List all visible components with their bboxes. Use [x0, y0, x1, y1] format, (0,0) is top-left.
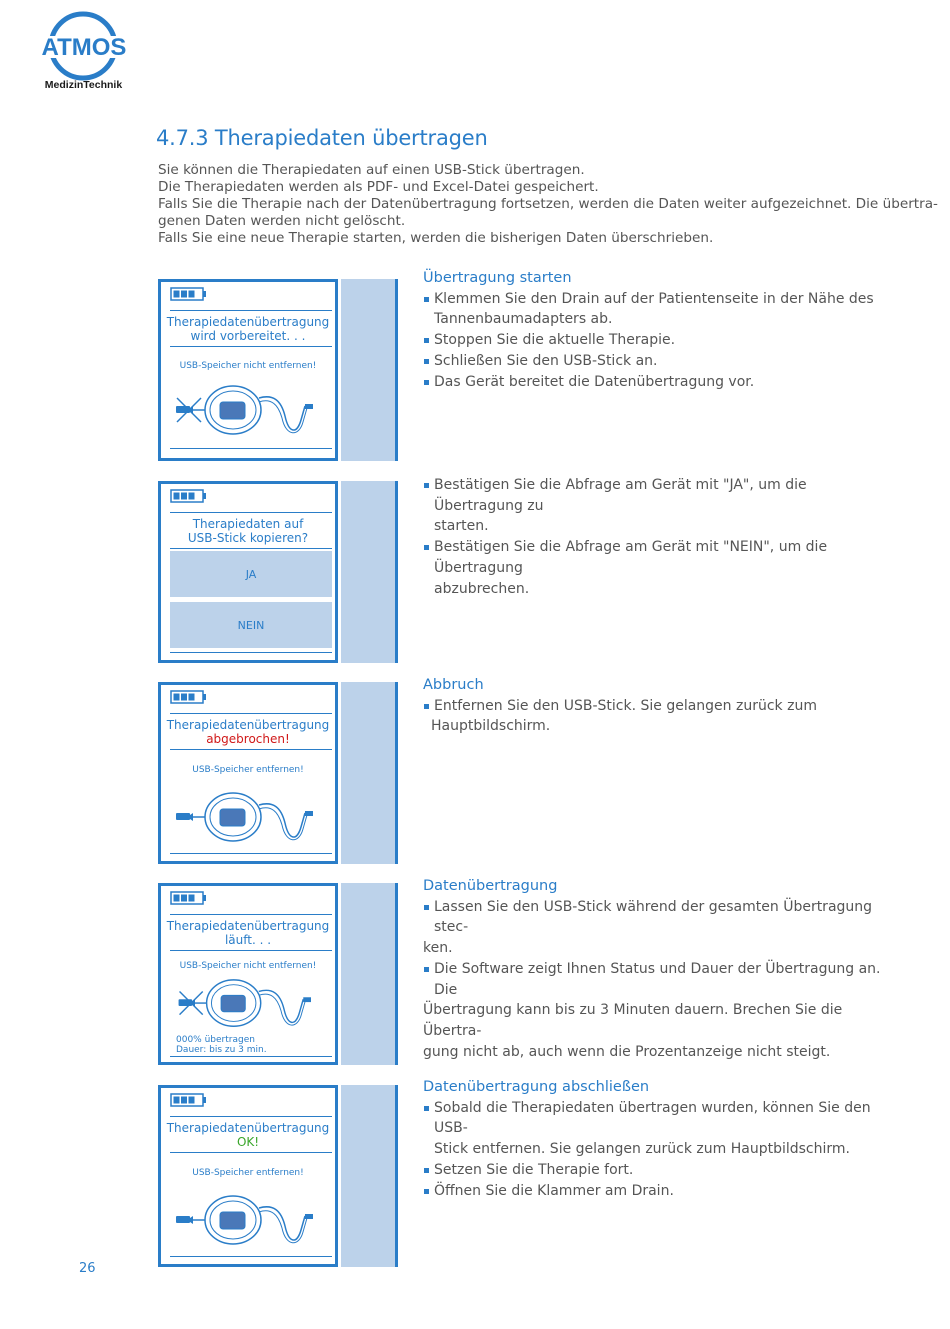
usb-device-illustration [173, 382, 333, 442]
usb-device-illustration [173, 1192, 333, 1252]
section-heading-finish: Datenübertragung abschließen [423, 1079, 650, 1095]
bullet-item: Bestätigen Sie die Abfrage am Gerät mit "NEIN", um die Übertragung [423, 537, 893, 578]
screen-frame [158, 279, 338, 461]
screen-sidebar [341, 883, 395, 1065]
screen-title-line2: wird vorbereitet. . . [190, 329, 306, 343]
intro-line: Die Therapiedaten werden als PDF- und Excel-Datei gespeichert. [158, 179, 599, 195]
page-number: 26 [79, 1261, 96, 1276]
screen-title-line2: läuft. . . [224, 933, 272, 947]
device-screen-preparing [158, 279, 398, 461]
screen-title-line1: Therapiedatenübertragung [166, 919, 330, 933]
bullet-continuation: Tannenbaumadapters ab. [434, 311, 613, 328]
screen-title-line1: Therapiedaten auf [192, 517, 304, 531]
duration-text: Dauer: bis zu 3 min. [176, 1045, 267, 1055]
section-start [423, 268, 893, 392]
bullet-item: Lassen Sie den USB-Stick während der gesamten Übertragung stec- [423, 897, 893, 938]
section-heading-start: Übertragung starten [423, 270, 572, 286]
device-screen-aborted [158, 682, 398, 864]
logo-text: ATMOS [41, 34, 127, 61]
intro-paragraph [158, 162, 938, 247]
screen-title-line1: Therapiedatenübertragung [166, 315, 330, 329]
screen-title-line2: abgebrochen! [206, 732, 290, 746]
bullet-continuation: ken. [423, 940, 453, 957]
section-confirm [423, 475, 893, 599]
intro-line: genen Daten werden nicht gelöscht. [158, 213, 406, 229]
bullet-item: Stoppen Sie die aktuelle Therapie. [423, 330, 893, 351]
battery-icon [170, 891, 208, 905]
screen-title-line2: OK! [236, 1135, 260, 1149]
bullet-item: Entfernen Sie den USB-Stick. Sie gelangen zurück zum [423, 696, 893, 717]
screen-frame [158, 1085, 338, 1267]
bullet-continuation: Übertragung kann bis zu 3 Minuten dauern. Brechen Sie die Übertra- [423, 1002, 843, 1039]
no-button[interactable]: NEIN [170, 602, 332, 648]
bullet-item: Setzen Sie die Therapie fort. [423, 1160, 893, 1181]
screen-title-line1: Therapiedatenübertragung [166, 718, 330, 732]
bullet-continuation: gung nicht ab, auch wenn die Prozentanzeige nicht steigt. [423, 1043, 831, 1060]
screen-sidebar [341, 682, 395, 864]
bullet-continuation: abzubrechen. [434, 580, 530, 597]
bullet-continuation: starten. [434, 518, 489, 535]
bullet-item: Öffnen Sie die Klammer am Drain. [423, 1181, 893, 1202]
battery-icon [170, 287, 208, 301]
logo-subtitle: MedizinTechnik [44, 79, 123, 91]
device-screen-ok [158, 1085, 398, 1267]
battery-icon [170, 690, 208, 704]
bullet-item: Das Gerät bereitet die Datenübertragung vor. [423, 372, 893, 393]
screen-note: USB-Speicher entfernen! [192, 1168, 304, 1178]
section-heading-abort: Abbruch [423, 677, 484, 693]
screen-note: USB-Speicher nicht entfernen! [179, 961, 317, 971]
screen-frame [158, 883, 338, 1065]
bullet-item: Sobald die Therapiedaten übertragen wurden, können Sie den USB- [423, 1098, 893, 1139]
yes-button[interactable]: JA [170, 551, 332, 597]
section-transfer [423, 876, 893, 1062]
usb-device-illustration [173, 976, 333, 1034]
section-heading-transfer: Datenübertragung [423, 878, 558, 894]
intro-line: Falls Sie eine neue Therapie starten, werden die bisherigen Daten überschrieben. [158, 230, 714, 246]
screen-frame [158, 682, 338, 864]
section-abort [423, 675, 893, 737]
battery-icon [170, 489, 208, 503]
screen-title-line2: USB-Stick kopieren? [187, 531, 309, 545]
section-finish [423, 1077, 893, 1201]
screen-title-line1: Therapiedatenübertragung [166, 1121, 330, 1135]
bullet-item: Die Software zeigt Ihnen Status und Dauer der Übertragung an. Die [423, 959, 893, 1000]
bullet-item: Bestätigen Sie die Abfrage am Gerät mit "JA", um die Übertragung zu [423, 475, 893, 516]
device-screen-transferring [158, 883, 398, 1065]
screen-sidebar [341, 481, 395, 663]
screen-note: USB-Speicher entfernen! [192, 765, 304, 775]
intro-line: Falls Sie die Therapie nach der Datenübertragung fortsetzen, werden die Daten weiter aufgezeichnet. Die übertra- [158, 196, 938, 212]
intro-line: Sie können die Therapiedaten auf einen USB-Stick übertragen. [158, 162, 585, 178]
section-heading: 4.7.3 Therapiedaten übertragen [156, 126, 488, 150]
battery-icon [170, 1093, 208, 1107]
screen-note: USB-Speicher nicht entfernen! [179, 361, 317, 371]
bullet-item: Schließen Sie den USB-Stick an. [423, 351, 893, 372]
bullet-continuation: Stick entfernen. Sie gelangen zurück zum Hauptbildschirm. [434, 1141, 850, 1158]
device-screen-confirm [158, 481, 398, 663]
screen-sidebar [341, 279, 395, 461]
bullet-continuation: Hauptbildschirm. [431, 718, 551, 735]
screen-sidebar [341, 1085, 395, 1267]
bullet-item: Klemmen Sie den Drain auf der Patientenseite in der Nähe des [423, 289, 893, 310]
progress-text: 000% übertragen [176, 1035, 255, 1045]
usb-device-illustration [173, 789, 333, 849]
screen-frame [158, 481, 338, 663]
